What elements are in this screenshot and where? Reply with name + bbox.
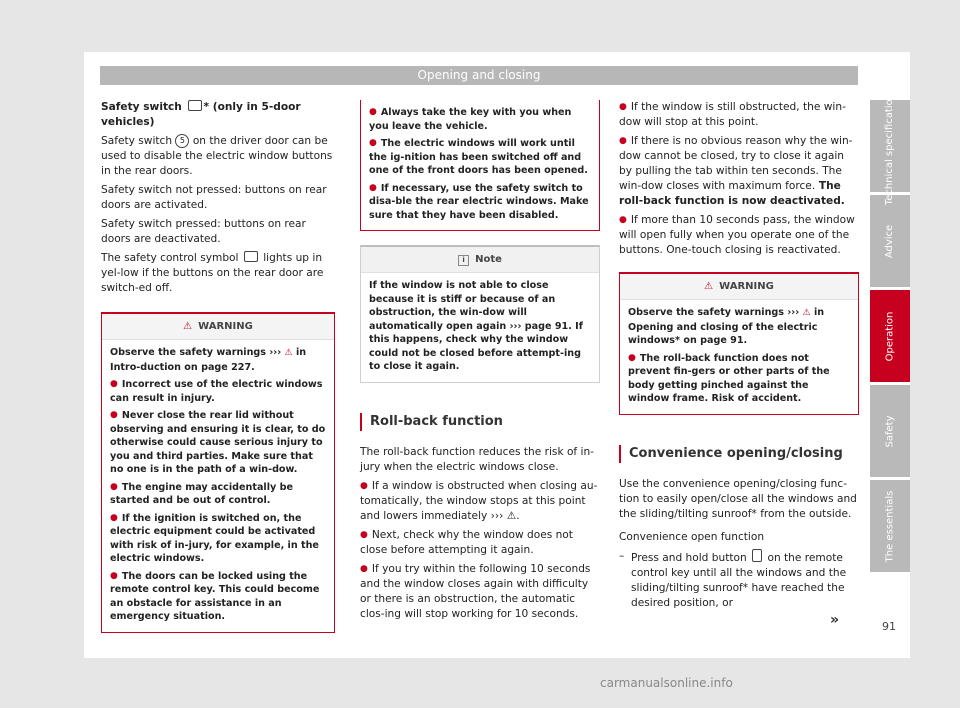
bullet-icon: ●	[619, 136, 627, 146]
note-icon: i	[458, 255, 469, 266]
tab-safety[interactable]: Safety	[870, 385, 910, 477]
remote-key-button-icon	[752, 549, 762, 562]
chapter-tabs	[870, 87, 910, 575]
list-item: ● If necessary, use the safety switch to disa-ble the rear electric windows. Make sure that they have been disabled.	[369, 182, 589, 221]
watermark: carmanualsonline.info	[600, 676, 733, 690]
list-item: ● Never close the rear lid without observing and ensuring it is clear, to do otherwise could cause serious injury to you and third parties. Make sure that no one is in the path of a win-dow.	[110, 410, 326, 475]
bullet-icon: ●	[110, 512, 118, 523]
note-box	[360, 245, 600, 383]
warning-triangle-icon: ⚠	[704, 281, 714, 292]
list-item: ● Next, check why the window does not close before attempting it again.	[360, 528, 573, 556]
section-heading: Safety switch * (only in 5-door vehicles)	[101, 101, 301, 128]
column-3	[619, 100, 859, 615]
bullet-icon: ●	[369, 138, 377, 148]
section-title: Convenience opening/closing	[619, 445, 859, 463]
list-item: ● If the window is still obstructed, the win-dow will stop at this point.	[619, 101, 846, 128]
callout-number: 5	[175, 134, 189, 148]
tab-operation[interactable]: Operation	[870, 290, 910, 382]
list-item: ● If the ignition is switched on, the electric equipment could be activated with risk of in-jury, for example, in the electric windows.	[110, 512, 319, 564]
warning-body: Observe the safety warnings ››› ⚠ in Intro-duction on page 227. ● Incorrect use of the electric windows can result in injury. ● Never close the rear lid without observing and ensuring it is clear, to do otherwise could cause serious injury to you and third parties. Make sure that no one is in the path of a win-dow. ● The engine may accidentally be started and be out of control. ● If the ignition is switched on, the electric equipment could be activated with risk of in-jury, for example, in the electric windows. ● The doors can be locked using the remote control key. This could become an obstacle for assistance in an emergency situation.	[110, 347, 326, 622]
page-link[interactable]: ››› page 91	[509, 320, 569, 332]
list-item: ● If there is no obvious reason why the win-dow cannot be closed, try to close it again by pulling the tab within ten seconds. The win-dow closes with maximum force. The roll-back function is now deactivated.	[619, 135, 853, 207]
warning-triangle-icon: ⚠	[802, 308, 811, 318]
list-item: ● The doors can be locked using the remote control key. This could become an obstacle for assistance in an emergency situation.	[110, 570, 320, 622]
list-item: ● The engine may accidentally be started and be out of control.	[110, 481, 293, 506]
warning-header: ⚠ WARNING	[620, 274, 858, 300]
list-item: ● If more than 10 seconds pass, the window will open fully when you operate one of the buttons. One-touch closing is reactivated.	[619, 214, 855, 256]
bullet-icon: ●	[110, 481, 118, 492]
warning-header: ⚠ WARNING	[102, 314, 334, 340]
list-item: ● The electric windows will work until the ig-nition has been switched off and one of the front doors has been opened.	[369, 138, 588, 176]
list-item: ● The roll-back function does not prevent fin-gers or other parts of the body getting pinched against the window frame. Risk of accident.	[628, 352, 830, 404]
list-item: ● If you try within the following 10 seconds and the window closes again with difficulty or there is an obstruction, the automatic clos-ing will stop working for 10 seconds.	[360, 562, 591, 620]
bullet-icon: ●	[360, 480, 368, 491]
list-item: ● Incorrect use of the electric windows can result in injury.	[110, 379, 323, 404]
link-arrows[interactable]: ›››	[787, 307, 800, 318]
bullet-icon: ●	[360, 529, 368, 540]
bullet-icon: ●	[619, 215, 627, 225]
bullet-icon: ●	[360, 563, 368, 574]
page-number: 91	[882, 620, 896, 633]
bullet-icon: ●	[369, 182, 377, 193]
list-item: ● If a window is obstructed when closing au-tomatically, the window stops at this point and lowers immediately ››› ⚠.	[360, 479, 598, 522]
bullet-icon: ●	[110, 379, 118, 389]
window-lock-icon	[188, 100, 202, 111]
warning-body: Observe the safety warnings ››› ⚠ in Opening and closing of the electric windows* on page 91. ● The roll-back function does not prevent fin-gers or other parts of the body getting pinched against the window frame. Risk of accident.	[620, 300, 858, 414]
step-item: – Press and hold button on the remote control key until all the windows and the sliding/tilting sunroof* have reached the desired position, or	[619, 549, 847, 609]
paragraph: The safety control symbol lights up in yel-low if the buttons on the rear door are switch-ed off.	[101, 252, 324, 294]
bullet-icon: ●	[369, 107, 377, 117]
bullet-icon: ●	[110, 410, 118, 420]
warning-continued	[360, 100, 600, 231]
column-2	[360, 100, 600, 626]
section-title: Roll-back function	[360, 413, 600, 431]
column-1	[101, 100, 335, 633]
bullet-icon: ●	[619, 102, 627, 112]
tab-the-essentials[interactable]: The essentials	[870, 480, 910, 572]
bullet-icon: ●	[628, 352, 636, 363]
bullet-icon: ●	[110, 570, 118, 581]
paragraph: Safety switch pressed: buttons on rear doors are deactivated.	[101, 218, 306, 245]
continue-mark: »	[830, 612, 840, 628]
tab-advice[interactable]: Advice	[870, 195, 910, 287]
paragraph: Safety switch not pressed: buttons on rear doors are activated.	[101, 184, 327, 211]
warning-triangle-icon: ⚠	[284, 348, 293, 358]
paragraph: The roll-back function reduces the risk of in-jury when the electric windows close.	[360, 445, 595, 473]
window-lock-icon	[244, 251, 258, 262]
warning-box	[101, 312, 335, 633]
link-arrows[interactable]: ›››	[269, 347, 282, 358]
paragraph: Use the convenience opening/closing func-tion to easily open/close all the windows and the sliding/tilting sunroof* from the outside.	[619, 477, 857, 520]
note-header: i Note	[361, 247, 599, 273]
tab-technical-specifications[interactable]: Technical specifications	[870, 100, 910, 192]
list-item: ● Always take the key with you when you leave the vehicle.	[369, 107, 572, 132]
paragraph: Safety switch 5 on the driver door can be used to disable the electric window buttons in the rear doors.	[101, 135, 333, 177]
dash-marker: –	[619, 549, 625, 562]
warning-box	[619, 272, 859, 415]
subheading: Convenience open function	[619, 530, 765, 543]
warning-triangle-icon: ⚠	[183, 321, 193, 332]
note-body: If the window is not able to close because it is stiff or because of an obstruction, the win-dow will automatically open again ››› page 91. If this happens, check why the window could not be closed before attempt-ing to close it again.	[369, 280, 583, 372]
page-header: Opening and closing	[100, 66, 858, 85]
